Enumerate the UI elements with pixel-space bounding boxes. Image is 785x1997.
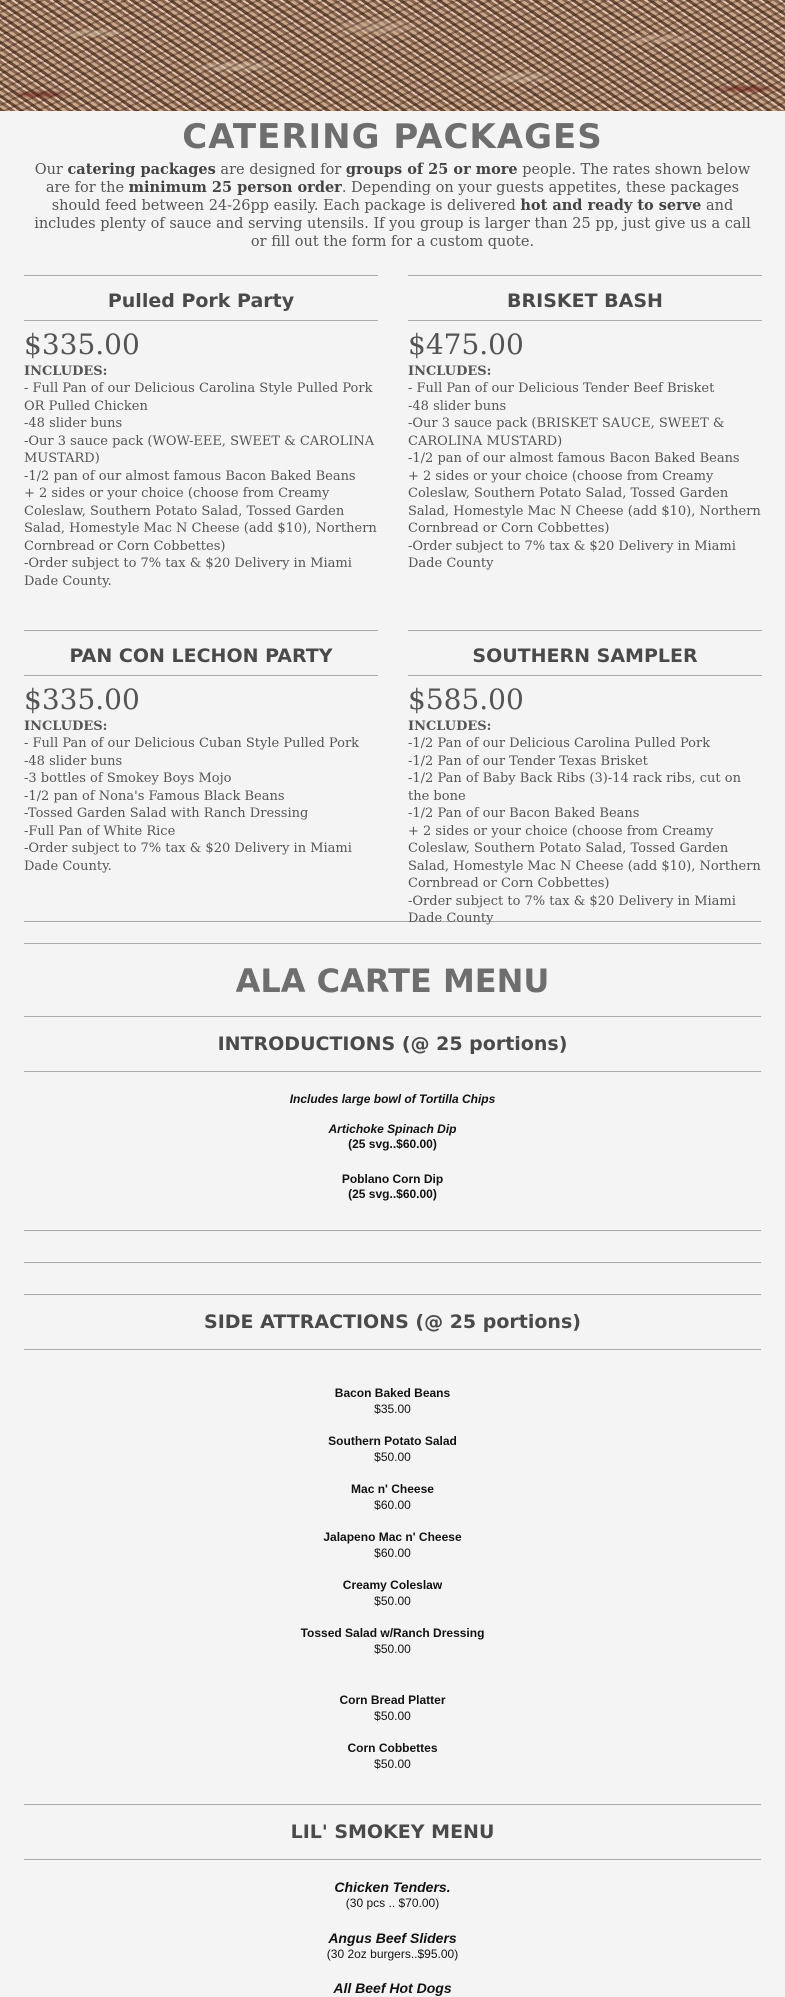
divider [24, 1230, 761, 1231]
lil-smokey-list [24, 1878, 761, 1997]
menu-item-name: Poblano Corn Dip [341, 1171, 444, 1186]
package-item: + 2 sides or your choice (choose from Creamy Coleslaw, Southern Potato Salad, Tossed Garden Salad, Homestyle Mac N Cheese (add $10), Northern Cornbread or Corn Cobbettes) [24, 486, 377, 554]
package-title: SOUTHERN SAMPLER [472, 645, 698, 667]
package-card [408, 275, 762, 630]
package-items [24, 380, 378, 590]
package-item: -1/2 pan of our almost famous Bacon Baked Beans [408, 451, 740, 466]
package-item: -Tossed Garden Salad with Ranch Dressing [24, 806, 309, 821]
menu-item [24, 1979, 761, 1997]
introductions-list [24, 1092, 761, 1230]
package-card [24, 275, 378, 630]
menu-item-price: $50.00 [374, 1708, 411, 1723]
package-item: -Order subject to 7% tax & $20 Delivery in Miami Dade County [408, 893, 736, 926]
package-item: -Order subject to 7% tax & $20 Delivery in Miami Dade County. [24, 841, 352, 874]
divider [24, 1349, 761, 1350]
menu-item-name: Southern Potato Salad [328, 1434, 457, 1448]
divider [24, 1262, 761, 1263]
divider [408, 275, 762, 276]
package-item: -1/2 pan of our almost famous Bacon Baked Beans [24, 468, 356, 484]
package-items [24, 735, 378, 875]
sides-title: SIDE ATTRACTIONS (@ 25 portions) [204, 1311, 581, 1333]
package-price: $335.00 [24, 683, 140, 716]
package-items [408, 380, 762, 573]
divider [408, 320, 762, 321]
divider [24, 275, 378, 276]
package-item: -1/2 Pan of our Bacon Baked Beans [408, 806, 640, 821]
package-item: - Full Pan of our Delicious Tender Beef Brisket [408, 381, 715, 396]
menu-item [24, 1693, 761, 1724]
package-item: -Our 3 sauce pack (BRISKET SAUCE, SWEET & CAROLINA MUSTARD) [408, 416, 725, 449]
menu-item [24, 1434, 761, 1465]
sides-list [24, 1386, 761, 1804]
divider [24, 630, 378, 631]
menu-item-price: (30 2oz burgers..$95.00) [326, 1946, 459, 1961]
package-item: -48 slider buns [24, 416, 123, 431]
menu-item [24, 1482, 761, 1513]
menu-item-price: $60.00 [374, 1497, 411, 1512]
divider [408, 675, 762, 676]
package-item: -48 slider buns [24, 753, 123, 769]
package-card [24, 630, 378, 921]
introductions-note: Includes large bowl of Tortilla Chips [289, 1092, 496, 1106]
menu-item-name: Corn Bread Platter [339, 1693, 446, 1707]
menu-item-price: $50.00 [374, 1641, 411, 1656]
introductions-title: INTRODUCTIONS (@ 25 portions) [217, 1033, 568, 1055]
package-item: -1/2 pan of Nona's Famous Black Beans [24, 788, 285, 804]
menu-item-price: $50.00 [374, 1756, 411, 1771]
menu-item [24, 1626, 761, 1657]
package-title: Pulled Pork Party [107, 290, 295, 312]
package-card [408, 630, 762, 926]
divider [24, 675, 378, 676]
lil-smokey-title: LIL' SMOKEY MENU [290, 1821, 495, 1843]
divider [24, 1859, 761, 1860]
includes-label: INCLUDES: [24, 719, 108, 734]
menu-item-name: Bacon Baked Beans [334, 1386, 451, 1400]
package-item: -1/2 Pan of our Delicious Carolina Pulled Pork [408, 736, 711, 751]
includes-label: INCLUDES: [408, 719, 492, 734]
menu-item [24, 1578, 761, 1609]
menu-item [24, 1929, 761, 1963]
menu-item-name: Chicken Tenders. [334, 1879, 451, 1895]
menu-item-price: $50.00 [374, 1593, 411, 1608]
package-item: -Order subject to 7% tax & $20 Delivery in Miami Dade County [408, 538, 736, 571]
package-item: -Full Pan of White Rice [24, 823, 176, 839]
menu-item-name: Jalapeno Mac n' Cheese [323, 1530, 462, 1544]
package-items [408, 735, 762, 928]
menu-item-name: Corn Cobbettes [347, 1741, 438, 1755]
package-item: -1/2 Pan of Baby Back Ribs (3)-14 rack ribs, cut on the bone [408, 771, 741, 804]
package-item: -1/2 Pan of our Tender Texas Brisket [408, 753, 648, 769]
divider [24, 1294, 761, 1295]
package-title: PAN CON LECHON PARTY [69, 645, 333, 667]
menu-item-name: Tossed Salad w/Ranch Dressing [300, 1626, 485, 1640]
package-item: + 2 sides or your choice (choose from Creamy Coleslaw, Southern Potato Salad, Tossed Garden Salad, Homestyle Mac N Cheese (add $10), Northern Cornbread or Corn Cobbettes) [408, 468, 761, 536]
catering-intro: Our catering packages are designed for groups of 25 or more people. The rates shown below are for the minimum 25 person order. Depending on your guests appetites, these packages should feed between 24-26pp easily. Each package is delivered hot and ready to serve and includes plenty of sauce and serving utensils. If you group is larger than 25 pp, just give us a call or fill out the form for a custom quote. [34, 161, 751, 250]
includes-label: INCLUDES: [408, 364, 492, 379]
menu-item-price: $50.00 [374, 1449, 411, 1464]
package-item: - Full Pan of our Delicious Carolina Style Pulled Pork OR Pulled Chicken [24, 381, 373, 414]
menu-item-price: (25 svg..$60.00) [348, 1187, 437, 1201]
catering-title: CATERING PACKAGES [182, 117, 603, 157]
alacarte-section [24, 921, 761, 1997]
menu-item-name: Mac n' Cheese [351, 1482, 434, 1496]
package-item: -Order subject to 7% tax & $20 Delivery in Miami Dade County. [24, 556, 352, 589]
package-title: BRISKET BASH [507, 290, 663, 312]
includes-label: INCLUDES: [24, 364, 108, 379]
menu-item-name: Creamy Coleslaw [342, 1578, 443, 1592]
divider [408, 630, 762, 631]
divider [24, 1071, 761, 1072]
menu-item [24, 1878, 761, 1912]
menu-item-price: $35.00 [374, 1401, 411, 1416]
menu-item-price: (30 pcs .. $70.00) [345, 1896, 440, 1910]
package-price: $335.00 [24, 328, 140, 361]
menu-item [24, 1386, 761, 1417]
menu-item [24, 1741, 761, 1772]
divider [24, 943, 761, 944]
package-price: $475.00 [408, 328, 524, 361]
package-item: + 2 sides or your choice (choose from Creamy Coleslaw, Southern Potato Salad, Tossed Garden Salad, Homestyle Mac N Cheese (add $10), Northern Cornbread or Corn Cobbettes) [408, 823, 761, 891]
alacarte-title: ALA CARTE MENU [235, 962, 550, 1000]
menu-item [24, 1530, 761, 1561]
package-item: -Our 3 sauce pack (WOW-EEE, SWEET & CAROLINA MUSTARD) [24, 433, 375, 466]
menu-item-price: $60.00 [374, 1545, 411, 1560]
package-item: -3 bottles of Smokey Boys Mojo [24, 771, 232, 786]
menu-item-name: Artichoke Spinach Dip [328, 1121, 457, 1136]
divider [24, 1804, 761, 1805]
divider [24, 320, 378, 321]
package-item: -48 slider buns [408, 398, 507, 414]
hero-image [0, 0, 785, 111]
menu-item-name: Angus Beef Sliders [328, 1929, 457, 1946]
divider [24, 1016, 761, 1017]
menu-item-name: All Beef Hot Dogs [333, 1980, 452, 1996]
package-item: - Full Pan of our Delicious Cuban Style Pulled Pork [24, 736, 360, 751]
packages-grid [24, 275, 761, 926]
menu-item-price: (25 svg..$60.00) [348, 1137, 437, 1151]
package-price: $585.00 [408, 683, 524, 716]
